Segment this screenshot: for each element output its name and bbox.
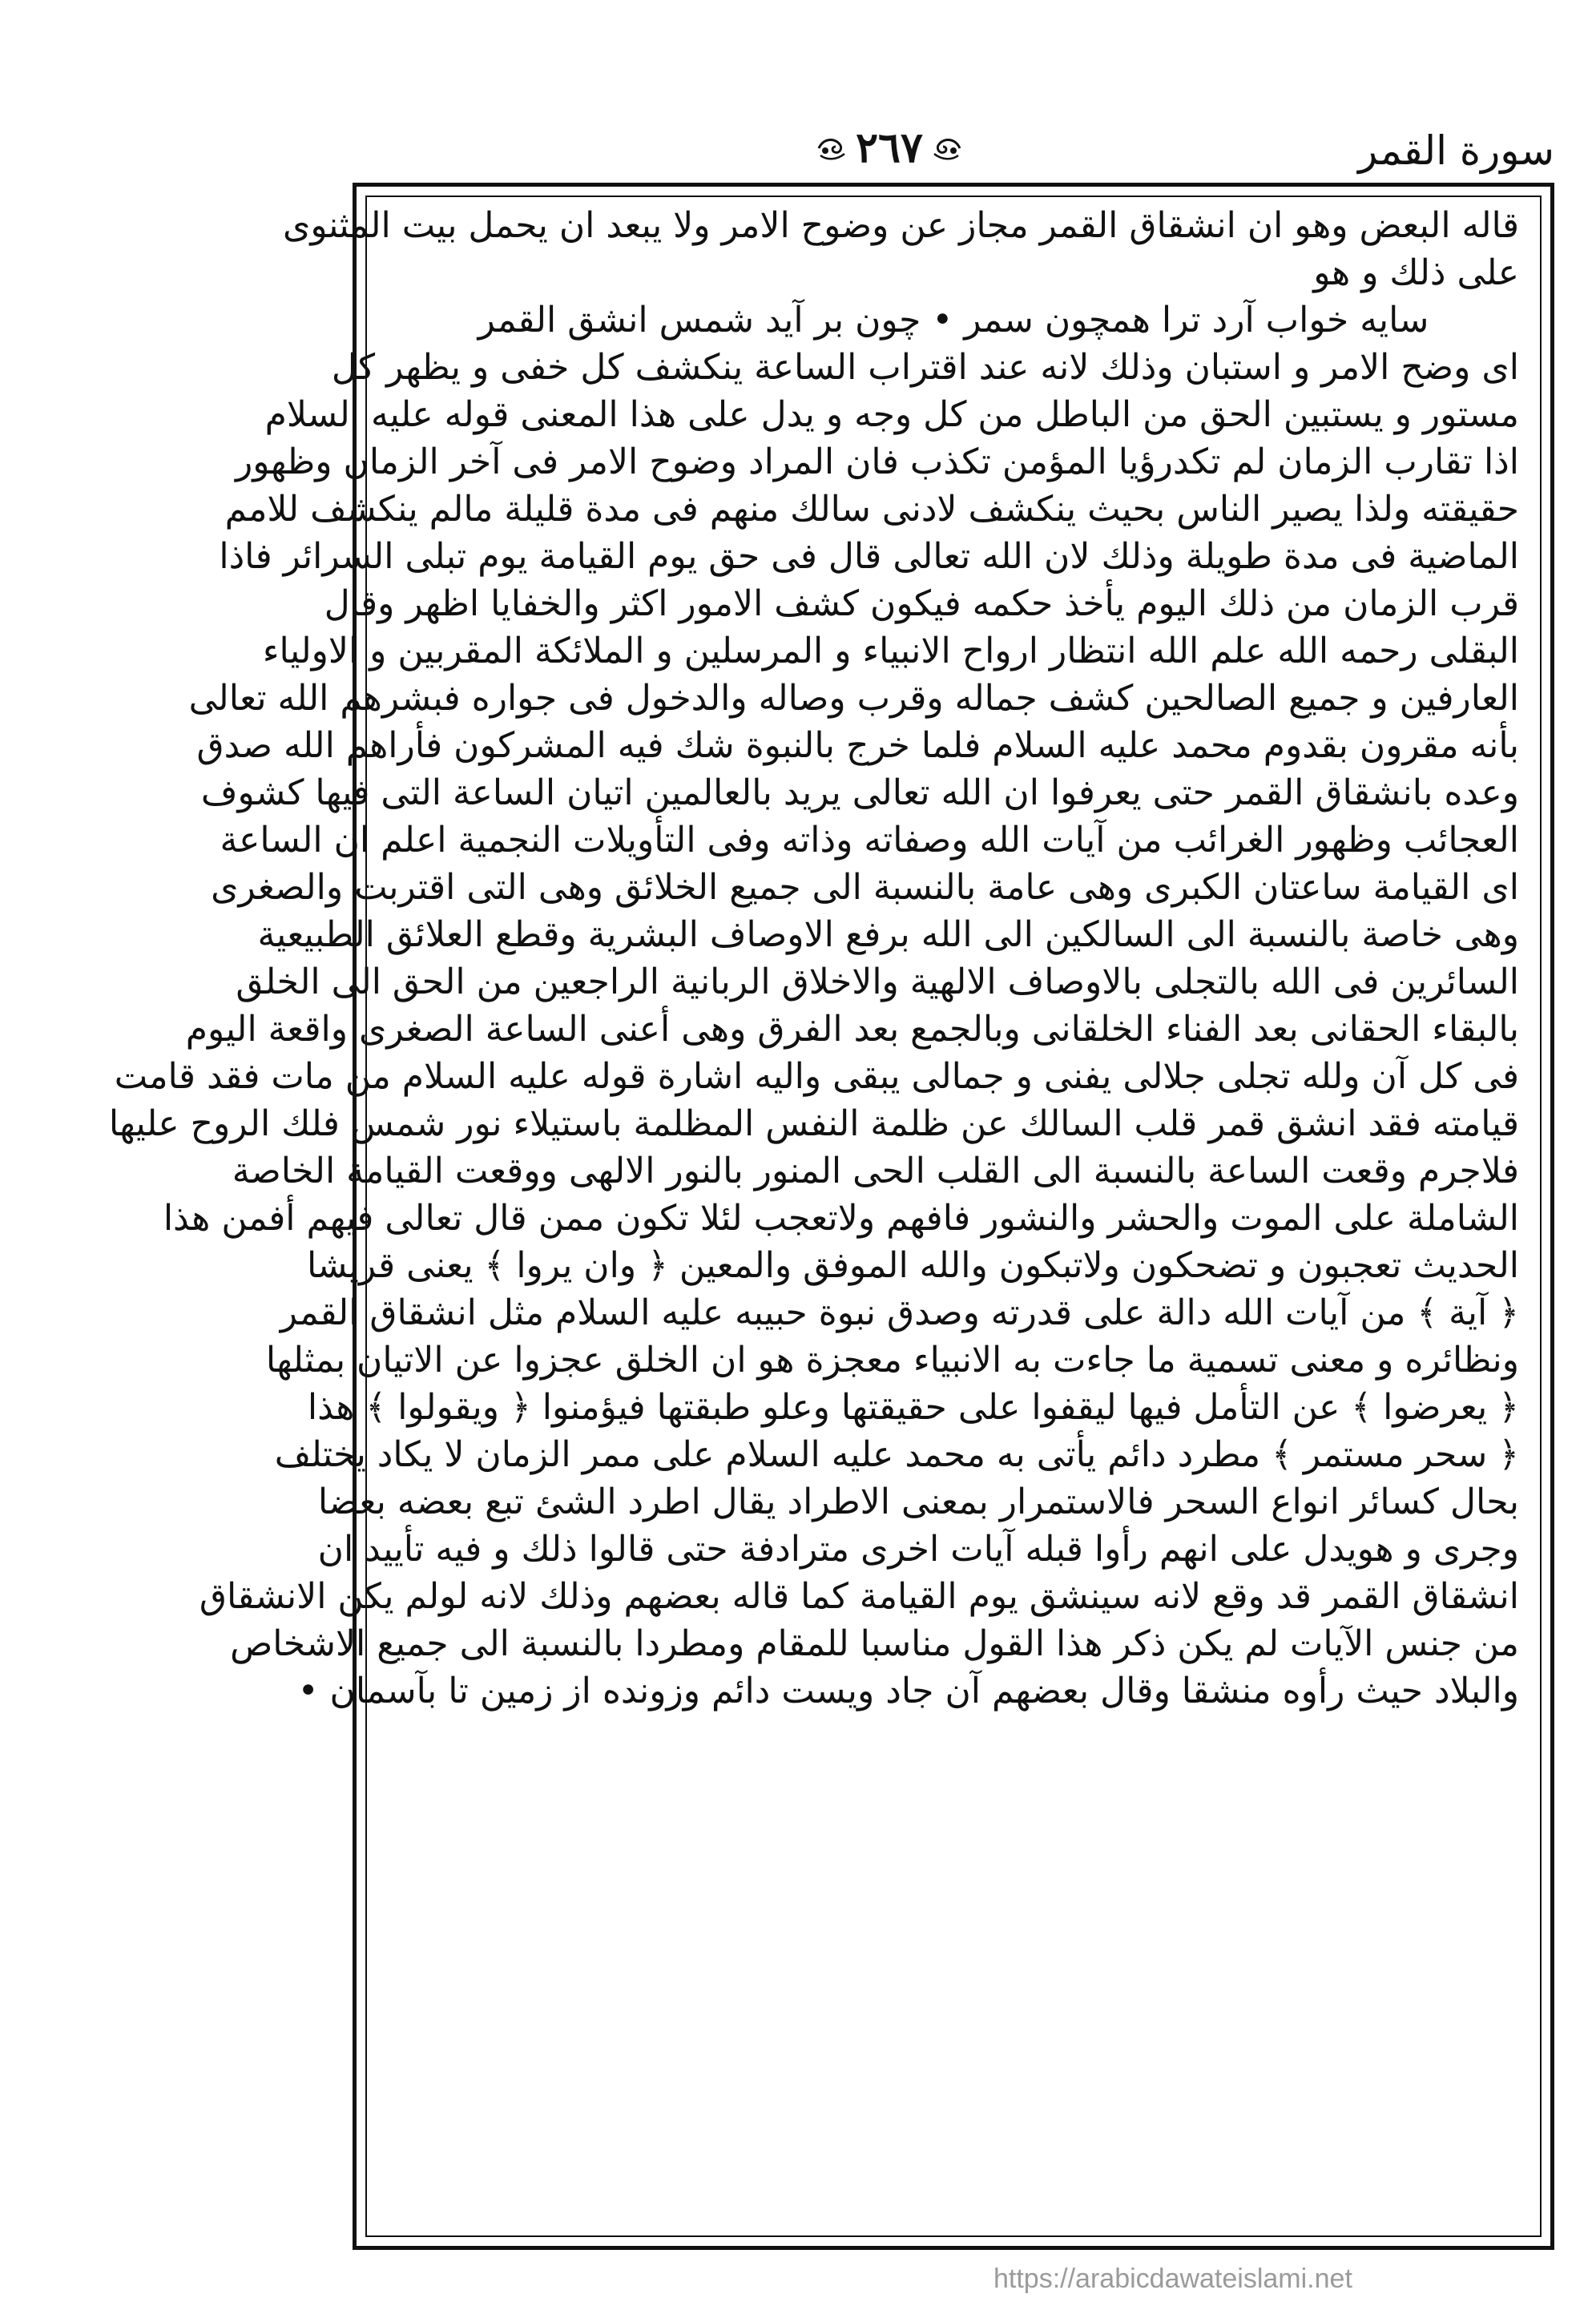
text-line: قرب الزمان من ذلك اليوم يأخذ حكمه فيكون كشف الامور اكثر والخفايا اظهر وقال — [324, 583, 1519, 624]
text-line: البقلى رحمه الله علم الله انتظار ارواح الانبياء و المرسلين و الملائكة المقربين و الاولياء — [262, 631, 1519, 671]
text-line: وهى خاصة بالنسبة الى السالكين الى الله برفع الاوصاف البشرية وقطع العلائق الطبيعية — [257, 914, 1519, 955]
source-watermark: https://arabicdawateislami.net — [993, 2264, 1352, 2294]
text-line: اذا تقارب الزمان لم تكدرؤيا المؤمن تكذب فان المراد وضوح الامر فى آخر الزمان وظهور — [236, 441, 1519, 482]
text-line: ﴿ يعرضوا ﴾ عن التأمل فيها ليقفوا على حقيقتها وعلو طبقتها فيؤمنوا ﴿ ويقولوا ﴾ هذا — [307, 1387, 1519, 1428]
text-line: انشقاق القمر قد وقع لانه سينشق يوم القيامة كما قاله بعضهم وذلك لانه لولم يكن الانشقاق — [199, 1576, 1519, 1617]
text-line: وعده بانشقاق القمر حتى يعرفوا ان الله تعالى يريد بالعالمين اتيان الساعة التى فيها كشوف — [200, 772, 1519, 813]
text-line: فلاجرم وقعت الساعة بالنسبة الى القلب الحى المنور بالنور الالهى ووقعت القيامة الخاصة — [232, 1151, 1519, 1191]
text-line: ونظائره و معنى تسمية ما جاءت به الانبياء معجزة هو ان الخلق عجزوا عن الاتيان بمثلها — [265, 1340, 1519, 1381]
right-flourish-icon — [931, 135, 963, 162]
text-line: بحال كسائر انواع السحر فالاستمرار بمعنى الاطراد يقال اطرد الشئ تبع بعضه بعضا — [317, 1482, 1519, 1522]
text-line: قيامته فقد انشق قمر قلب السالك عن ظلمة النفس المظلمة باستيلاء نور شمس فلك الروح عليها — [108, 1103, 1519, 1144]
page-header — [353, 120, 1554, 184]
text-line: الشاملة على الموت والحشر والنشور فافهم ولاتعجب لئلا تكون ممن قال تعالى فيهم أفمن هذا — [163, 1198, 1519, 1239]
text-line: مستور و يستبين الحق من الباطل من كل وجه و يدل على هذا المعنى قوله عليه السلام — [264, 394, 1519, 435]
text-line: العارفين و جميع الصالحين كشف جماله وقرب وصاله والدخول فى جواره فبشرهم الله تعالى — [188, 678, 1519, 719]
text-line: ﴿ سحر مستمر ﴾ مطرد دائم يأتى به محمد عليه السلام على ممر الزمان لا يكاد يختلف — [274, 1434, 1519, 1475]
text-line: ﴿ آية ﴾ من آيات الله دالة على قدرته وصدق نبوة حبيبه عليه السلام مثل انشقاق القمر — [280, 1292, 1519, 1333]
text-line: فى كل آن ولله تجلى جلالى يفنى و جمالى يبقى واليه اشارة قوله عليه السلام من مات فقد قامت — [114, 1056, 1519, 1097]
text-line: وجرى و هويدل على انهم رأوا قبله آيات اخرى مترادفة حتى قالوا ذلك و فيه تأييد ان — [317, 1529, 1519, 1570]
text-line: على ذلك و هو — [1313, 252, 1519, 293]
surah-name-heading: سورة القمر — [1358, 127, 1554, 174]
text-line: حقيقته ولذا يصير الناس بحيث ينكشف لادنى سالك منهم فى مدة قليلة مالم ينكشف للامم — [224, 489, 1519, 530]
text-line: من جنس الآيات لم يكن ذكر هذا القول مناسبا للمقام ومطردا بالنسبة الى جميع الاشخاص — [230, 1623, 1519, 1664]
text-line: والبلاد حيث رأوه منشقا وقال بعضهم آن جاد ويست دائم وزونده از زمين تا بآسمان • — [297, 1671, 1519, 1711]
verse-line: سايه خواب آرد ترا همچون سمر • چون بر آيد شمس انشق القمر — [478, 300, 1429, 341]
text-line: العجائب وظهور الغرائب من آيات الله وصفاته وذاته وفى التأويلات النجمية اعلم ان الساعة — [220, 820, 1519, 861]
text-line: اى وضح الامر و استبان وذلك لانه عند اقتراب الساعة ينكشف كل خفى و يظهر كل — [331, 347, 1519, 388]
text-line: قاله البعض وهو ان انشقاق القمر مجاز عن وضوح الامر ولا يبعد ان يحمل بيت المثنوى — [282, 205, 1519, 246]
text-line: اى القيامة ساعتان الكبرى وهى عامة بالنسبة الى جميع الخلائق وهى التى اقتربت والصغرى — [211, 867, 1519, 908]
text-line: الماضية فى مدة طويلة وذلك لان الله تعالى قال فى حق يوم القيامة يوم تبلى السرائر فاذا — [219, 536, 1519, 577]
text-body — [108, 196, 1542, 2237]
text-line: بأنه مقرون بقدوم محمد عليه السلام فلما خرج بالنبوة شك فيه المشركون فأراهم الله صدق — [196, 725, 1519, 766]
text-line: بالبقاء الحقانى بعد الفناء الخلقانى وبالجمع بعد الفرق وهى أعنى الساعة الصغرى واقعة اليوم — [185, 1009, 1519, 1050]
page-number-block — [769, 120, 1010, 176]
text-line: السائرين فى الله بالتجلى بالاوصاف الالهية والاخلاق الربانية الراجعين من الحق الى الخلق — [236, 961, 1519, 1002]
text-line: الحديث تعجبون و تضحكون ولاتبكون والله الموفق والمعين ﴿ وان يروا ﴾ يعنى قريشا — [306, 1245, 1519, 1286]
left-flourish-icon — [816, 135, 848, 162]
page-number: ٢٦٧ — [856, 123, 923, 172]
